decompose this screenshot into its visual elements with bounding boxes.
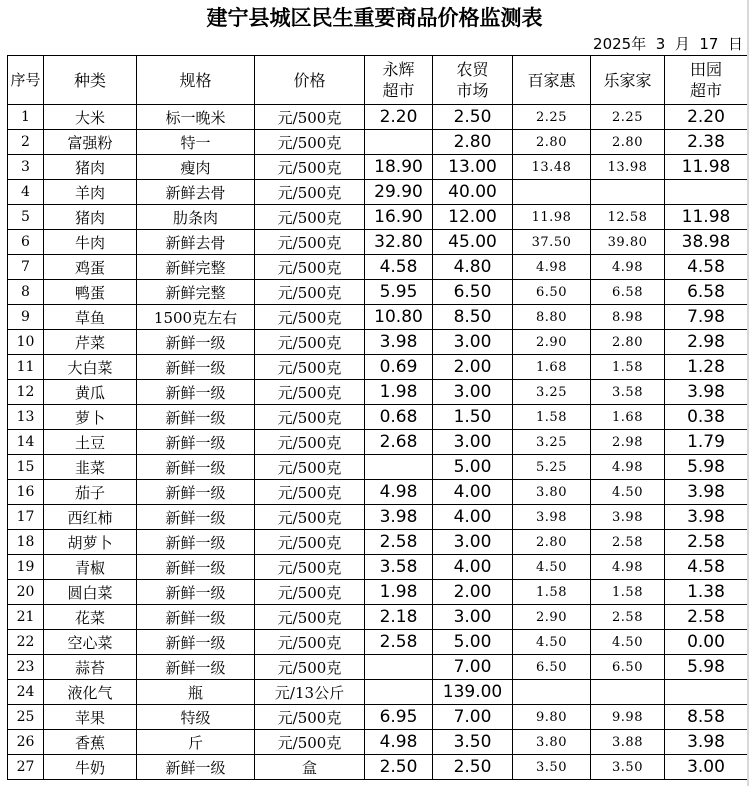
cell-price-market[interactable]: 5.00 bbox=[433, 455, 513, 480]
cell-price-lejiajia[interactable]: 8.98 bbox=[591, 305, 665, 330]
cell-no[interactable]: 15 bbox=[8, 455, 44, 480]
cell-spec[interactable]: 1500克左右 bbox=[137, 305, 255, 330]
cell-spec[interactable]: 新鲜一级 bbox=[137, 455, 255, 480]
cell-price-baijiahui[interactable]: 11.98 bbox=[513, 205, 591, 230]
cell-price-tianyuan[interactable]: 5.98 bbox=[665, 655, 748, 680]
cell-price-lejiajia[interactable]: 4.98 bbox=[591, 555, 665, 580]
cell-price-baijiahui[interactable]: 4.50 bbox=[513, 630, 591, 655]
cell-unit[interactable]: 元/500克 bbox=[255, 705, 365, 730]
cell-price-baijiahui[interactable]: 2.80 bbox=[513, 130, 591, 155]
cell-spec[interactable]: 新鲜去骨 bbox=[137, 180, 255, 205]
cell-unit[interactable]: 元/500克 bbox=[255, 580, 365, 605]
cell-price-lejiajia[interactable]: 1.68 bbox=[591, 405, 665, 430]
report-date: 2025年 3 月 17 日 bbox=[593, 35, 743, 53]
cell-price-baijiahui[interactable]: 3.98 bbox=[513, 505, 591, 530]
table-row bbox=[8, 505, 748, 530]
cell-price-tianyuan[interactable]: 5.98 bbox=[665, 455, 748, 480]
cell-no[interactable]: 3 bbox=[8, 155, 44, 180]
cell-price-tianyuan[interactable]: 3.98 bbox=[665, 730, 748, 755]
cell-no[interactable]: 26 bbox=[8, 730, 44, 755]
cell-price-yonghui[interactable]: 29.90 bbox=[365, 180, 433, 205]
cell-kind[interactable]: 青椒 bbox=[44, 555, 137, 580]
header-tianyuan-line2: 超市 bbox=[689, 81, 722, 100]
cell-price-lejiajia[interactable]: 39.80 bbox=[591, 230, 665, 255]
cell-price-lejiajia[interactable] bbox=[591, 680, 665, 705]
cell-price-baijiahui[interactable]: 5.25 bbox=[513, 455, 591, 480]
cell-price-tianyuan[interactable]: 1.38 bbox=[665, 580, 748, 605]
cell-price-market[interactable]: 4.00 bbox=[433, 505, 513, 530]
cell-kind[interactable]: 牛奶 bbox=[44, 755, 137, 780]
cell-unit[interactable]: 元/500克 bbox=[255, 205, 365, 230]
cell-price-yonghui[interactable] bbox=[365, 680, 433, 705]
cell-price-yonghui[interactable]: 1.98 bbox=[365, 580, 433, 605]
table-row bbox=[8, 130, 748, 155]
cell-kind[interactable]: 茄子 bbox=[44, 480, 137, 505]
table-row bbox=[8, 480, 748, 505]
cell-price-yonghui[interactable]: 10.80 bbox=[365, 305, 433, 330]
cell-price-market[interactable]: 2.50 bbox=[433, 755, 513, 780]
cell-price-market[interactable]: 4.00 bbox=[433, 480, 513, 505]
cell-price-tianyuan[interactable]: 1.79 bbox=[665, 430, 748, 455]
table-row bbox=[8, 205, 748, 230]
cell-price-yonghui[interactable]: 3.98 bbox=[365, 330, 433, 355]
header-kind[interactable]: 种类 bbox=[44, 56, 137, 105]
cell-price-tianyuan[interactable]: 3.98 bbox=[665, 380, 748, 405]
cell-spec[interactable]: 标一晚米 bbox=[137, 105, 255, 130]
header-price[interactable]: 价格 bbox=[255, 56, 365, 105]
cell-price-lejiajia[interactable]: 2.58 bbox=[591, 605, 665, 630]
cell-spec[interactable]: 新鲜一级 bbox=[137, 405, 255, 430]
cell-price-baijiahui[interactable]: 3.25 bbox=[513, 430, 591, 455]
cell-spec[interactable]: 新鲜一级 bbox=[137, 755, 255, 780]
cell-spec[interactable]: 新鲜一级 bbox=[137, 380, 255, 405]
cell-price-yonghui[interactable]: 18.90 bbox=[365, 155, 433, 180]
cell-spec[interactable]: 新鲜一级 bbox=[137, 530, 255, 555]
cell-unit[interactable]: 元/500克 bbox=[255, 330, 365, 355]
cell-price-yonghui[interactable]: 2.20 bbox=[365, 105, 433, 130]
cell-kind[interactable]: 鸡蛋 bbox=[44, 255, 137, 280]
cell-price-yonghui[interactable]: 3.98 bbox=[365, 505, 433, 530]
cell-price-lejiajia[interactable]: 1.58 bbox=[591, 355, 665, 380]
cell-unit[interactable]: 元/500克 bbox=[255, 480, 365, 505]
cell-kind[interactable]: 液化气 bbox=[44, 680, 137, 705]
cell-price-market[interactable]: 1.50 bbox=[433, 405, 513, 430]
cell-price-lejiajia[interactable]: 2.80 bbox=[591, 130, 665, 155]
table-row bbox=[8, 405, 748, 430]
header-no[interactable]: 序号 bbox=[8, 56, 44, 105]
cell-kind[interactable]: 芹菜 bbox=[44, 330, 137, 355]
table-row bbox=[8, 305, 748, 330]
price-table bbox=[7, 55, 748, 780]
cell-price-baijiahui[interactable]: 2.90 bbox=[513, 605, 591, 630]
cell-price-tianyuan[interactable]: 2.58 bbox=[665, 605, 748, 630]
header-yonghui-line2: 超市 bbox=[382, 81, 415, 100]
cell-kind[interactable]: 苹果 bbox=[44, 705, 137, 730]
cell-kind[interactable]: 牛肉 bbox=[44, 230, 137, 255]
cell-price-tianyuan[interactable]: 8.58 bbox=[665, 705, 748, 730]
cell-no[interactable]: 4 bbox=[8, 180, 44, 205]
cell-kind[interactable]: 蒜苔 bbox=[44, 655, 137, 680]
cell-price-lejiajia[interactable]: 3.88 bbox=[591, 730, 665, 755]
cell-no[interactable]: 5 bbox=[8, 205, 44, 230]
cell-unit[interactable]: 元/500克 bbox=[255, 180, 365, 205]
cell-spec[interactable]: 斤 bbox=[137, 730, 255, 755]
table-body bbox=[8, 105, 748, 780]
cell-price-baijiahui[interactable]: 4.50 bbox=[513, 555, 591, 580]
cell-price-tianyuan[interactable]: 2.20 bbox=[665, 105, 748, 130]
cell-price-lejiajia[interactable]: 3.98 bbox=[591, 505, 665, 530]
table-row bbox=[8, 155, 748, 180]
cell-unit[interactable]: 元/500克 bbox=[255, 730, 365, 755]
cell-kind[interactable]: 鸭蛋 bbox=[44, 280, 137, 305]
table-row bbox=[8, 330, 748, 355]
cell-price-lejiajia[interactable]: 4.50 bbox=[591, 480, 665, 505]
cell-price-lejiajia[interactable]: 6.58 bbox=[591, 280, 665, 305]
cell-spec[interactable]: 特一 bbox=[137, 130, 255, 155]
cell-price-tianyuan[interactable]: 2.38 bbox=[665, 130, 748, 155]
cell-spec[interactable]: 新鲜完整 bbox=[137, 280, 255, 305]
cell-price-tianyuan[interactable]: 11.98 bbox=[665, 205, 748, 230]
header-market-line1: 农贸 bbox=[456, 60, 489, 79]
cell-no[interactable]: 19 bbox=[8, 555, 44, 580]
header-market[interactable] bbox=[433, 56, 513, 105]
cell-price-baijiahui[interactable] bbox=[513, 680, 591, 705]
cell-price-baijiahui[interactable]: 6.50 bbox=[513, 655, 591, 680]
cell-no[interactable]: 22 bbox=[8, 630, 44, 655]
cell-price-market[interactable]: 3.00 bbox=[433, 380, 513, 405]
header-yonghui-line1: 永辉 bbox=[382, 60, 415, 79]
cell-price-yonghui[interactable]: 4.98 bbox=[365, 480, 433, 505]
cell-price-tianyuan[interactable] bbox=[665, 680, 748, 705]
cell-price-baijiahui[interactable] bbox=[513, 180, 591, 205]
cell-unit[interactable]: 盒 bbox=[255, 755, 365, 780]
cell-price-lejiajia[interactable]: 9.98 bbox=[591, 705, 665, 730]
cell-unit[interactable]: 元/500克 bbox=[255, 505, 365, 530]
cell-price-yonghui[interactable]: 2.58 bbox=[365, 630, 433, 655]
header-lejiajia[interactable]: 乐家家 bbox=[591, 56, 665, 105]
cell-kind[interactable]: 羊肉 bbox=[44, 180, 137, 205]
cell-price-lejiajia[interactable]: 2.80 bbox=[591, 330, 665, 355]
cell-price-lejiajia[interactable]: 4.50 bbox=[591, 630, 665, 655]
cell-price-baijiahui[interactable]: 2.25 bbox=[513, 105, 591, 130]
table-row bbox=[8, 555, 748, 580]
cell-price-yonghui[interactable]: 2.68 bbox=[365, 430, 433, 455]
cell-no[interactable]: 18 bbox=[8, 530, 44, 555]
cell-no[interactable]: 24 bbox=[8, 680, 44, 705]
cell-no[interactable]: 25 bbox=[8, 705, 44, 730]
cell-kind[interactable]: 韭菜 bbox=[44, 455, 137, 480]
cell-price-baijiahui[interactable]: 4.98 bbox=[513, 255, 591, 280]
cell-price-yonghui[interactable] bbox=[365, 455, 433, 480]
cell-price-tianyuan[interactable]: 3.98 bbox=[665, 480, 748, 505]
cell-kind[interactable]: 猪肉 bbox=[44, 155, 137, 180]
cell-unit[interactable]: 元/500克 bbox=[255, 155, 365, 180]
table-row bbox=[8, 680, 748, 705]
cell-no[interactable]: 10 bbox=[8, 330, 44, 355]
cell-price-yonghui[interactable]: 6.95 bbox=[365, 705, 433, 730]
cell-unit[interactable]: 元/500克 bbox=[255, 630, 365, 655]
cell-no[interactable]: 27 bbox=[8, 755, 44, 780]
cell-kind[interactable]: 萝卜 bbox=[44, 405, 137, 430]
cell-price-tianyuan[interactable]: 3.98 bbox=[665, 505, 748, 530]
cell-price-market[interactable]: 3.00 bbox=[433, 330, 513, 355]
cell-price-baijiahui[interactable]: 3.80 bbox=[513, 730, 591, 755]
cell-price-yonghui[interactable]: 2.50 bbox=[365, 755, 433, 780]
cell-price-baijiahui[interactable]: 8.80 bbox=[513, 305, 591, 330]
cell-price-baijiahui[interactable]: 3.50 bbox=[513, 755, 591, 780]
header-yonghui[interactable] bbox=[365, 56, 433, 105]
cell-spec[interactable]: 瘦肉 bbox=[137, 155, 255, 180]
table-row bbox=[8, 180, 748, 205]
cell-unit[interactable]: 元/500克 bbox=[255, 280, 365, 305]
cell-price-yonghui[interactable]: 0.68 bbox=[365, 405, 433, 430]
cell-price-yonghui[interactable]: 5.95 bbox=[365, 280, 433, 305]
cell-price-yonghui[interactable]: 0.69 bbox=[365, 355, 433, 380]
cell-kind[interactable]: 花菜 bbox=[44, 605, 137, 630]
cell-kind[interactable]: 草鱼 bbox=[44, 305, 137, 330]
cell-price-lejiajia[interactable]: 3.50 bbox=[591, 755, 665, 780]
cell-price-yonghui[interactable]: 2.58 bbox=[365, 530, 433, 555]
cell-no[interactable]: 7 bbox=[8, 255, 44, 280]
table-row bbox=[8, 355, 748, 380]
cell-no[interactable]: 12 bbox=[8, 380, 44, 405]
cell-price-tianyuan[interactable]: 2.98 bbox=[665, 330, 748, 355]
header-tianyuan[interactable] bbox=[665, 56, 748, 105]
cell-kind[interactable]: 土豆 bbox=[44, 430, 137, 455]
cell-unit[interactable]: 元/500克 bbox=[255, 455, 365, 480]
cell-unit[interactable]: 元/500克 bbox=[255, 230, 365, 255]
cell-unit[interactable]: 元/500克 bbox=[255, 255, 365, 280]
cell-price-market[interactable]: 45.00 bbox=[433, 230, 513, 255]
cell-price-tianyuan[interactable]: 6.58 bbox=[665, 280, 748, 305]
table-row bbox=[8, 455, 748, 480]
table-row bbox=[8, 580, 748, 605]
table-row bbox=[8, 430, 748, 455]
table-row bbox=[8, 230, 748, 255]
cell-price-lejiajia[interactable]: 2.25 bbox=[591, 105, 665, 130]
cell-price-baijiahui[interactable]: 2.90 bbox=[513, 330, 591, 355]
cell-kind[interactable]: 空心菜 bbox=[44, 630, 137, 655]
cell-spec[interactable]: 新鲜一级 bbox=[137, 505, 255, 530]
cell-price-tianyuan[interactable]: 11.98 bbox=[665, 155, 748, 180]
header-tianyuan-line1: 田园 bbox=[689, 60, 722, 79]
cell-spec[interactable]: 新鲜一级 bbox=[137, 655, 255, 680]
cell-price-lejiajia[interactable]: 4.98 bbox=[591, 255, 665, 280]
cell-price-market[interactable]: 3.00 bbox=[433, 430, 513, 455]
cell-price-market[interactable]: 2.00 bbox=[433, 355, 513, 380]
cell-price-baijiahui[interactable]: 37.50 bbox=[513, 230, 591, 255]
header-market-line2: 市场 bbox=[456, 81, 489, 100]
cell-price-lejiajia[interactable]: 12.58 bbox=[591, 205, 665, 230]
cell-price-tianyuan[interactable]: 7.98 bbox=[665, 305, 748, 330]
header-row bbox=[8, 56, 748, 105]
cell-price-market[interactable]: 13.00 bbox=[433, 155, 513, 180]
cell-spec[interactable]: 新鲜一级 bbox=[137, 605, 255, 630]
cell-kind[interactable]: 大米 bbox=[44, 105, 137, 130]
cell-no[interactable]: 16 bbox=[8, 480, 44, 505]
cell-price-market[interactable]: 3.00 bbox=[433, 605, 513, 630]
cell-unit[interactable]: 元/500克 bbox=[255, 355, 365, 380]
cell-unit[interactable]: 元/500克 bbox=[255, 555, 365, 580]
cell-price-market[interactable]: 7.00 bbox=[433, 655, 513, 680]
cell-unit[interactable]: 元/500克 bbox=[255, 655, 365, 680]
cell-no[interactable]: 11 bbox=[8, 355, 44, 380]
cell-price-yonghui[interactable]: 4.98 bbox=[365, 730, 433, 755]
cell-no[interactable]: 9 bbox=[8, 305, 44, 330]
cell-spec[interactable]: 肋条肉 bbox=[137, 205, 255, 230]
cell-unit[interactable]: 元/500克 bbox=[255, 530, 365, 555]
cell-no[interactable]: 1 bbox=[8, 105, 44, 130]
cell-unit[interactable]: 元/500克 bbox=[255, 405, 365, 430]
cell-price-market[interactable]: 2.00 bbox=[433, 580, 513, 605]
cell-price-lejiajia[interactable]: 2.98 bbox=[591, 430, 665, 455]
cell-kind[interactable]: 香蕉 bbox=[44, 730, 137, 755]
table-row bbox=[8, 105, 748, 130]
cell-price-market[interactable]: 4.00 bbox=[433, 555, 513, 580]
cell-unit[interactable]: 元/500克 bbox=[255, 380, 365, 405]
cell-spec[interactable]: 新鲜去骨 bbox=[137, 230, 255, 255]
cell-spec[interactable]: 新鲜一级 bbox=[137, 580, 255, 605]
table-row bbox=[8, 630, 748, 655]
header-baijiahui[interactable]: 百家惠 bbox=[513, 56, 591, 105]
cell-price-market[interactable]: 6.50 bbox=[433, 280, 513, 305]
cell-no[interactable]: 21 bbox=[8, 605, 44, 630]
cell-no[interactable]: 2 bbox=[8, 130, 44, 155]
cell-price-baijiahui[interactable]: 6.50 bbox=[513, 280, 591, 305]
cell-price-market[interactable]: 8.50 bbox=[433, 305, 513, 330]
table-row bbox=[8, 605, 748, 630]
cell-price-market[interactable]: 7.00 bbox=[433, 705, 513, 730]
cell-price-market[interactable]: 4.80 bbox=[433, 255, 513, 280]
cell-price-market[interactable]: 3.00 bbox=[433, 530, 513, 555]
table-row bbox=[8, 380, 748, 405]
cell-price-baijiahui[interactable]: 1.68 bbox=[513, 355, 591, 380]
cell-price-market[interactable]: 3.50 bbox=[433, 730, 513, 755]
cell-kind[interactable]: 大白菜 bbox=[44, 355, 137, 380]
cell-price-baijiahui[interactable]: 3.80 bbox=[513, 480, 591, 505]
cell-price-baijiahui[interactable]: 13.48 bbox=[513, 155, 591, 180]
cell-unit[interactable]: 元/13公斤 bbox=[255, 680, 365, 705]
cell-kind[interactable]: 胡萝卜 bbox=[44, 530, 137, 555]
cell-spec[interactable]: 新鲜一级 bbox=[137, 630, 255, 655]
cell-price-tianyuan[interactable]: 1.28 bbox=[665, 355, 748, 380]
cell-price-tianyuan[interactable] bbox=[665, 180, 748, 205]
cell-price-baijiahui[interactable]: 2.80 bbox=[513, 530, 591, 555]
cell-price-yonghui[interactable]: 2.18 bbox=[365, 605, 433, 630]
cell-unit[interactable]: 元/500克 bbox=[255, 305, 365, 330]
cell-price-lejiajia[interactable]: 4.98 bbox=[591, 455, 665, 480]
cell-price-yonghui[interactable]: 4.58 bbox=[365, 255, 433, 280]
table-row bbox=[8, 530, 748, 555]
cell-price-baijiahui[interactable]: 3.25 bbox=[513, 380, 591, 405]
table-row bbox=[8, 655, 748, 680]
cell-price-market[interactable]: 5.00 bbox=[433, 630, 513, 655]
cell-no[interactable]: 14 bbox=[8, 430, 44, 455]
cell-unit[interactable]: 元/500克 bbox=[255, 130, 365, 155]
cell-price-lejiajia[interactable]: 13.98 bbox=[591, 155, 665, 180]
cell-price-market[interactable]: 40.00 bbox=[433, 180, 513, 205]
cell-no[interactable]: 20 bbox=[8, 580, 44, 605]
cell-price-yonghui[interactable] bbox=[365, 130, 433, 155]
cell-price-baijiahui[interactable]: 9.80 bbox=[513, 705, 591, 730]
cell-spec[interactable]: 新鲜完整 bbox=[137, 255, 255, 280]
cell-unit[interactable]: 元/500克 bbox=[255, 105, 365, 130]
cell-spec[interactable]: 特级 bbox=[137, 705, 255, 730]
cell-price-tianyuan[interactable]: 38.98 bbox=[665, 230, 748, 255]
cell-kind[interactable]: 圆白菜 bbox=[44, 580, 137, 605]
cell-price-yonghui[interactable]: 1.98 bbox=[365, 380, 433, 405]
cell-price-lejiajia[interactable]: 1.58 bbox=[591, 580, 665, 605]
cell-price-yonghui[interactable] bbox=[365, 655, 433, 680]
cell-price-tianyuan[interactable]: 4.58 bbox=[665, 255, 748, 280]
cell-kind[interactable]: 西红柿 bbox=[44, 505, 137, 530]
cell-price-market[interactable]: 139.00 bbox=[433, 680, 513, 705]
cell-spec[interactable]: 新鲜一级 bbox=[137, 355, 255, 380]
cell-price-market[interactable]: 12.00 bbox=[433, 205, 513, 230]
cell-no[interactable]: 8 bbox=[8, 280, 44, 305]
cell-price-lejiajia[interactable] bbox=[591, 180, 665, 205]
cell-no[interactable]: 6 bbox=[8, 230, 44, 255]
cell-spec[interactable]: 瓶 bbox=[137, 680, 255, 705]
cell-price-baijiahui[interactable]: 1.58 bbox=[513, 580, 591, 605]
cell-price-tianyuan[interactable]: 0.00 bbox=[665, 630, 748, 655]
table-row bbox=[8, 255, 748, 280]
cell-price-tianyuan[interactable]: 0.38 bbox=[665, 405, 748, 430]
cell-unit[interactable]: 元/500克 bbox=[255, 430, 365, 455]
table-row bbox=[8, 280, 748, 305]
cell-price-baijiahui[interactable]: 1.58 bbox=[513, 405, 591, 430]
cell-spec[interactable]: 新鲜一级 bbox=[137, 330, 255, 355]
cell-kind[interactable]: 猪肉 bbox=[44, 205, 137, 230]
cell-price-market[interactable]: 2.50 bbox=[433, 105, 513, 130]
table-row bbox=[8, 730, 748, 755]
header-spec[interactable]: 规格 bbox=[137, 56, 255, 105]
table-row bbox=[8, 755, 748, 780]
page-title: 建宁县城区民生重要商品价格监测表 bbox=[206, 6, 543, 30]
cell-price-lejiajia[interactable]: 6.50 bbox=[591, 655, 665, 680]
cell-no[interactable]: 13 bbox=[8, 405, 44, 430]
cell-kind[interactable]: 富强粉 bbox=[44, 130, 137, 155]
cell-no[interactable]: 23 bbox=[8, 655, 44, 680]
cell-price-yonghui[interactable]: 16.90 bbox=[365, 205, 433, 230]
cell-price-tianyuan[interactable]: 4.58 bbox=[665, 555, 748, 580]
cell-kind[interactable]: 黄瓜 bbox=[44, 380, 137, 405]
table-row bbox=[8, 705, 748, 730]
cell-spec[interactable]: 新鲜一级 bbox=[137, 480, 255, 505]
cell-price-yonghui[interactable]: 32.80 bbox=[365, 230, 433, 255]
cell-price-market[interactable]: 2.80 bbox=[433, 130, 513, 155]
cell-price-yonghui[interactable]: 3.58 bbox=[365, 555, 433, 580]
cell-spec[interactable]: 新鲜一级 bbox=[137, 430, 255, 455]
cell-unit[interactable]: 元/500克 bbox=[255, 605, 365, 630]
cell-spec[interactable]: 新鲜一级 bbox=[137, 555, 255, 580]
cell-price-lejiajia[interactable]: 2.58 bbox=[591, 530, 665, 555]
cell-price-tianyuan[interactable]: 2.58 bbox=[665, 530, 748, 555]
cell-price-lejiajia[interactable]: 3.58 bbox=[591, 380, 665, 405]
cell-price-tianyuan[interactable]: 3.00 bbox=[665, 755, 748, 780]
cell-no[interactable]: 17 bbox=[8, 505, 44, 530]
